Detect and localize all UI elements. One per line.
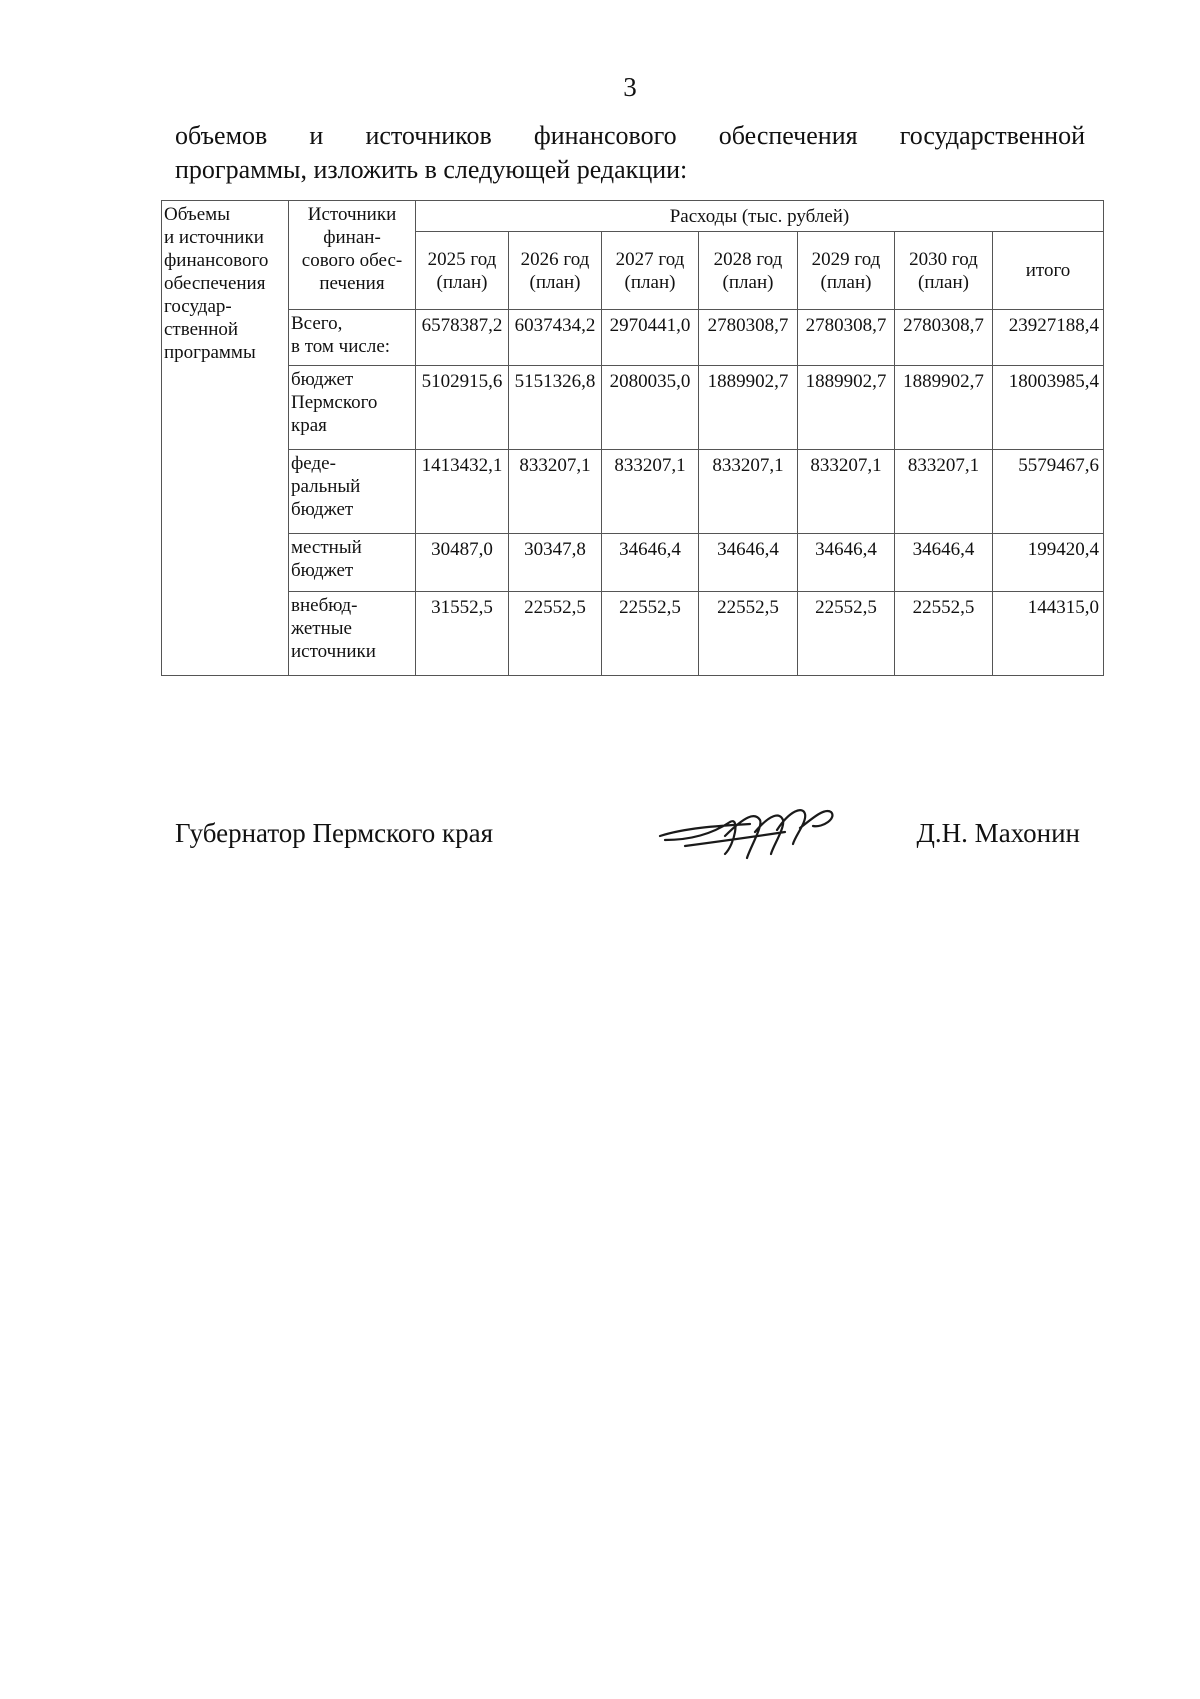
year-label: 2026 год bbox=[520, 248, 590, 270]
total-header-cell: итого bbox=[993, 232, 1104, 310]
program-label-line: ственной bbox=[164, 319, 239, 340]
value-cell: 6578387,2 bbox=[416, 310, 509, 366]
value-cell: 1889902,7 bbox=[895, 366, 993, 450]
value-cell: 34646,4 bbox=[798, 534, 895, 592]
source-cell bbox=[289, 310, 416, 366]
value-cell: 22552,5 bbox=[798, 592, 895, 676]
value-cell: 1413432,1 bbox=[416, 450, 509, 534]
year-header-cell bbox=[602, 232, 699, 310]
value-cell: 31552,5 bbox=[416, 592, 509, 676]
value-cell: 833207,1 bbox=[895, 450, 993, 534]
governor-title: Губернатор Пермского края bbox=[175, 818, 494, 848]
intro-word: государственной bbox=[899, 121, 1085, 150]
value-cell: 34646,4 bbox=[602, 534, 699, 592]
value-cell: 2780308,7 bbox=[699, 310, 798, 366]
year-label: 2025 год bbox=[427, 248, 497, 270]
year-header-cell bbox=[895, 232, 993, 310]
value-cell: 2780308,7 bbox=[798, 310, 895, 366]
program-label-line: обеспечения bbox=[164, 273, 266, 294]
source-line: внебюд- bbox=[291, 595, 358, 616]
year-header-cell bbox=[699, 232, 798, 310]
source-line: феде- bbox=[291, 453, 336, 474]
plan-label: (план) bbox=[820, 271, 872, 293]
plan-label: (план) bbox=[918, 271, 969, 293]
financing-table bbox=[161, 200, 1104, 676]
value-cell: 833207,1 bbox=[699, 450, 798, 534]
sources-header-line: финан- bbox=[323, 227, 381, 248]
source-line: бюджет bbox=[291, 369, 354, 390]
intro-word: финансового bbox=[533, 121, 677, 150]
signature-block bbox=[175, 810, 1080, 860]
value-cell: 22552,5 bbox=[602, 592, 699, 676]
value-cell: 2780308,7 bbox=[895, 310, 993, 366]
table-row bbox=[162, 366, 1104, 450]
source-line: бюджет bbox=[291, 560, 354, 581]
value-cell: 833207,1 bbox=[798, 450, 895, 534]
sources-header-line: сового обес- bbox=[301, 250, 403, 271]
program-label-cell bbox=[162, 201, 289, 676]
program-label-line: и источники bbox=[164, 227, 264, 248]
source-line: ральный bbox=[291, 476, 361, 497]
source-line: Пермского bbox=[291, 392, 378, 413]
table-row bbox=[162, 450, 1104, 534]
value-cell: 34646,4 bbox=[895, 534, 993, 592]
value-cell: 6037434,2 bbox=[509, 310, 602, 366]
source-line: Всего, bbox=[291, 313, 343, 334]
year-header-cell bbox=[509, 232, 602, 310]
sources-header-line: печения bbox=[319, 273, 385, 294]
value-cell: 833207,1 bbox=[509, 450, 602, 534]
value-cell: 2970441,0 bbox=[602, 310, 699, 366]
year-label: 2027 год bbox=[615, 248, 685, 270]
value-cell: 1889902,7 bbox=[798, 366, 895, 450]
intro-word: обеспечения bbox=[718, 121, 858, 150]
program-label-line: Объемы bbox=[164, 204, 230, 225]
total-cell: 199420,4 bbox=[993, 534, 1104, 592]
year-label: 2028 год bbox=[713, 248, 783, 270]
table-row bbox=[162, 592, 1104, 676]
year-label: 2029 год bbox=[811, 248, 881, 270]
value-cell: 1889902,7 bbox=[699, 366, 798, 450]
plan-label: (план) bbox=[436, 271, 488, 293]
table-row bbox=[162, 534, 1104, 592]
header-row-1 bbox=[162, 201, 1104, 232]
value-cell: 2080035,0 bbox=[602, 366, 699, 450]
source-line: края bbox=[291, 415, 327, 436]
year-label: 2030 год bbox=[909, 248, 978, 270]
value-cell: 34646,4 bbox=[699, 534, 798, 592]
value-cell: 22552,5 bbox=[699, 592, 798, 676]
sources-header-line: Источники bbox=[307, 204, 397, 225]
intro-line-1 bbox=[175, 119, 1085, 153]
total-cell: 18003985,4 bbox=[993, 366, 1104, 450]
year-header-cell bbox=[416, 232, 509, 310]
intro-word: и bbox=[309, 121, 324, 150]
value-cell: 5102915,6 bbox=[416, 366, 509, 450]
total-cell: 23927188,4 bbox=[993, 310, 1104, 366]
program-label-line: финансового bbox=[164, 250, 269, 271]
plan-label: (план) bbox=[722, 271, 774, 293]
intro-word: объемов bbox=[175, 121, 268, 150]
governor-name: Д.Н. Махонин bbox=[916, 818, 1080, 848]
table-row bbox=[162, 310, 1104, 366]
source-cell bbox=[289, 450, 416, 534]
value-cell: 5151326,8 bbox=[509, 366, 602, 450]
source-cell bbox=[289, 592, 416, 676]
program-label-line: государ- bbox=[164, 296, 232, 317]
source-cell bbox=[289, 366, 416, 450]
source-line: бюджет bbox=[291, 499, 354, 520]
intro-paragraph bbox=[175, 119, 1085, 187]
source-line: в том числе: bbox=[291, 336, 391, 357]
source-line: жетные bbox=[291, 618, 352, 639]
source-cell bbox=[289, 534, 416, 592]
total-cell: 5579467,6 bbox=[993, 450, 1104, 534]
program-label-line: программы bbox=[164, 342, 256, 363]
value-cell: 22552,5 bbox=[509, 592, 602, 676]
intro-line-2: программы, изложить в следующей редакции: bbox=[175, 155, 688, 184]
page-number: 3 bbox=[623, 72, 637, 102]
value-cell: 30487,0 bbox=[416, 534, 509, 592]
total-cell: 144315,0 bbox=[993, 592, 1104, 676]
plan-label: (план) bbox=[624, 271, 676, 293]
handwritten-signature bbox=[655, 796, 845, 866]
sources-header-cell bbox=[289, 201, 416, 310]
value-cell: 30347,8 bbox=[509, 534, 602, 592]
expenses-header-cell: Расходы (тыс. рублей) bbox=[416, 201, 1104, 232]
intro-word: источников bbox=[365, 121, 492, 150]
source-line: местный bbox=[291, 537, 362, 558]
source-line: источники bbox=[291, 641, 376, 662]
value-cell: 833207,1 bbox=[602, 450, 699, 534]
value-cell: 22552,5 bbox=[895, 592, 993, 676]
plan-label: (план) bbox=[529, 271, 581, 293]
year-header-cell bbox=[798, 232, 895, 310]
